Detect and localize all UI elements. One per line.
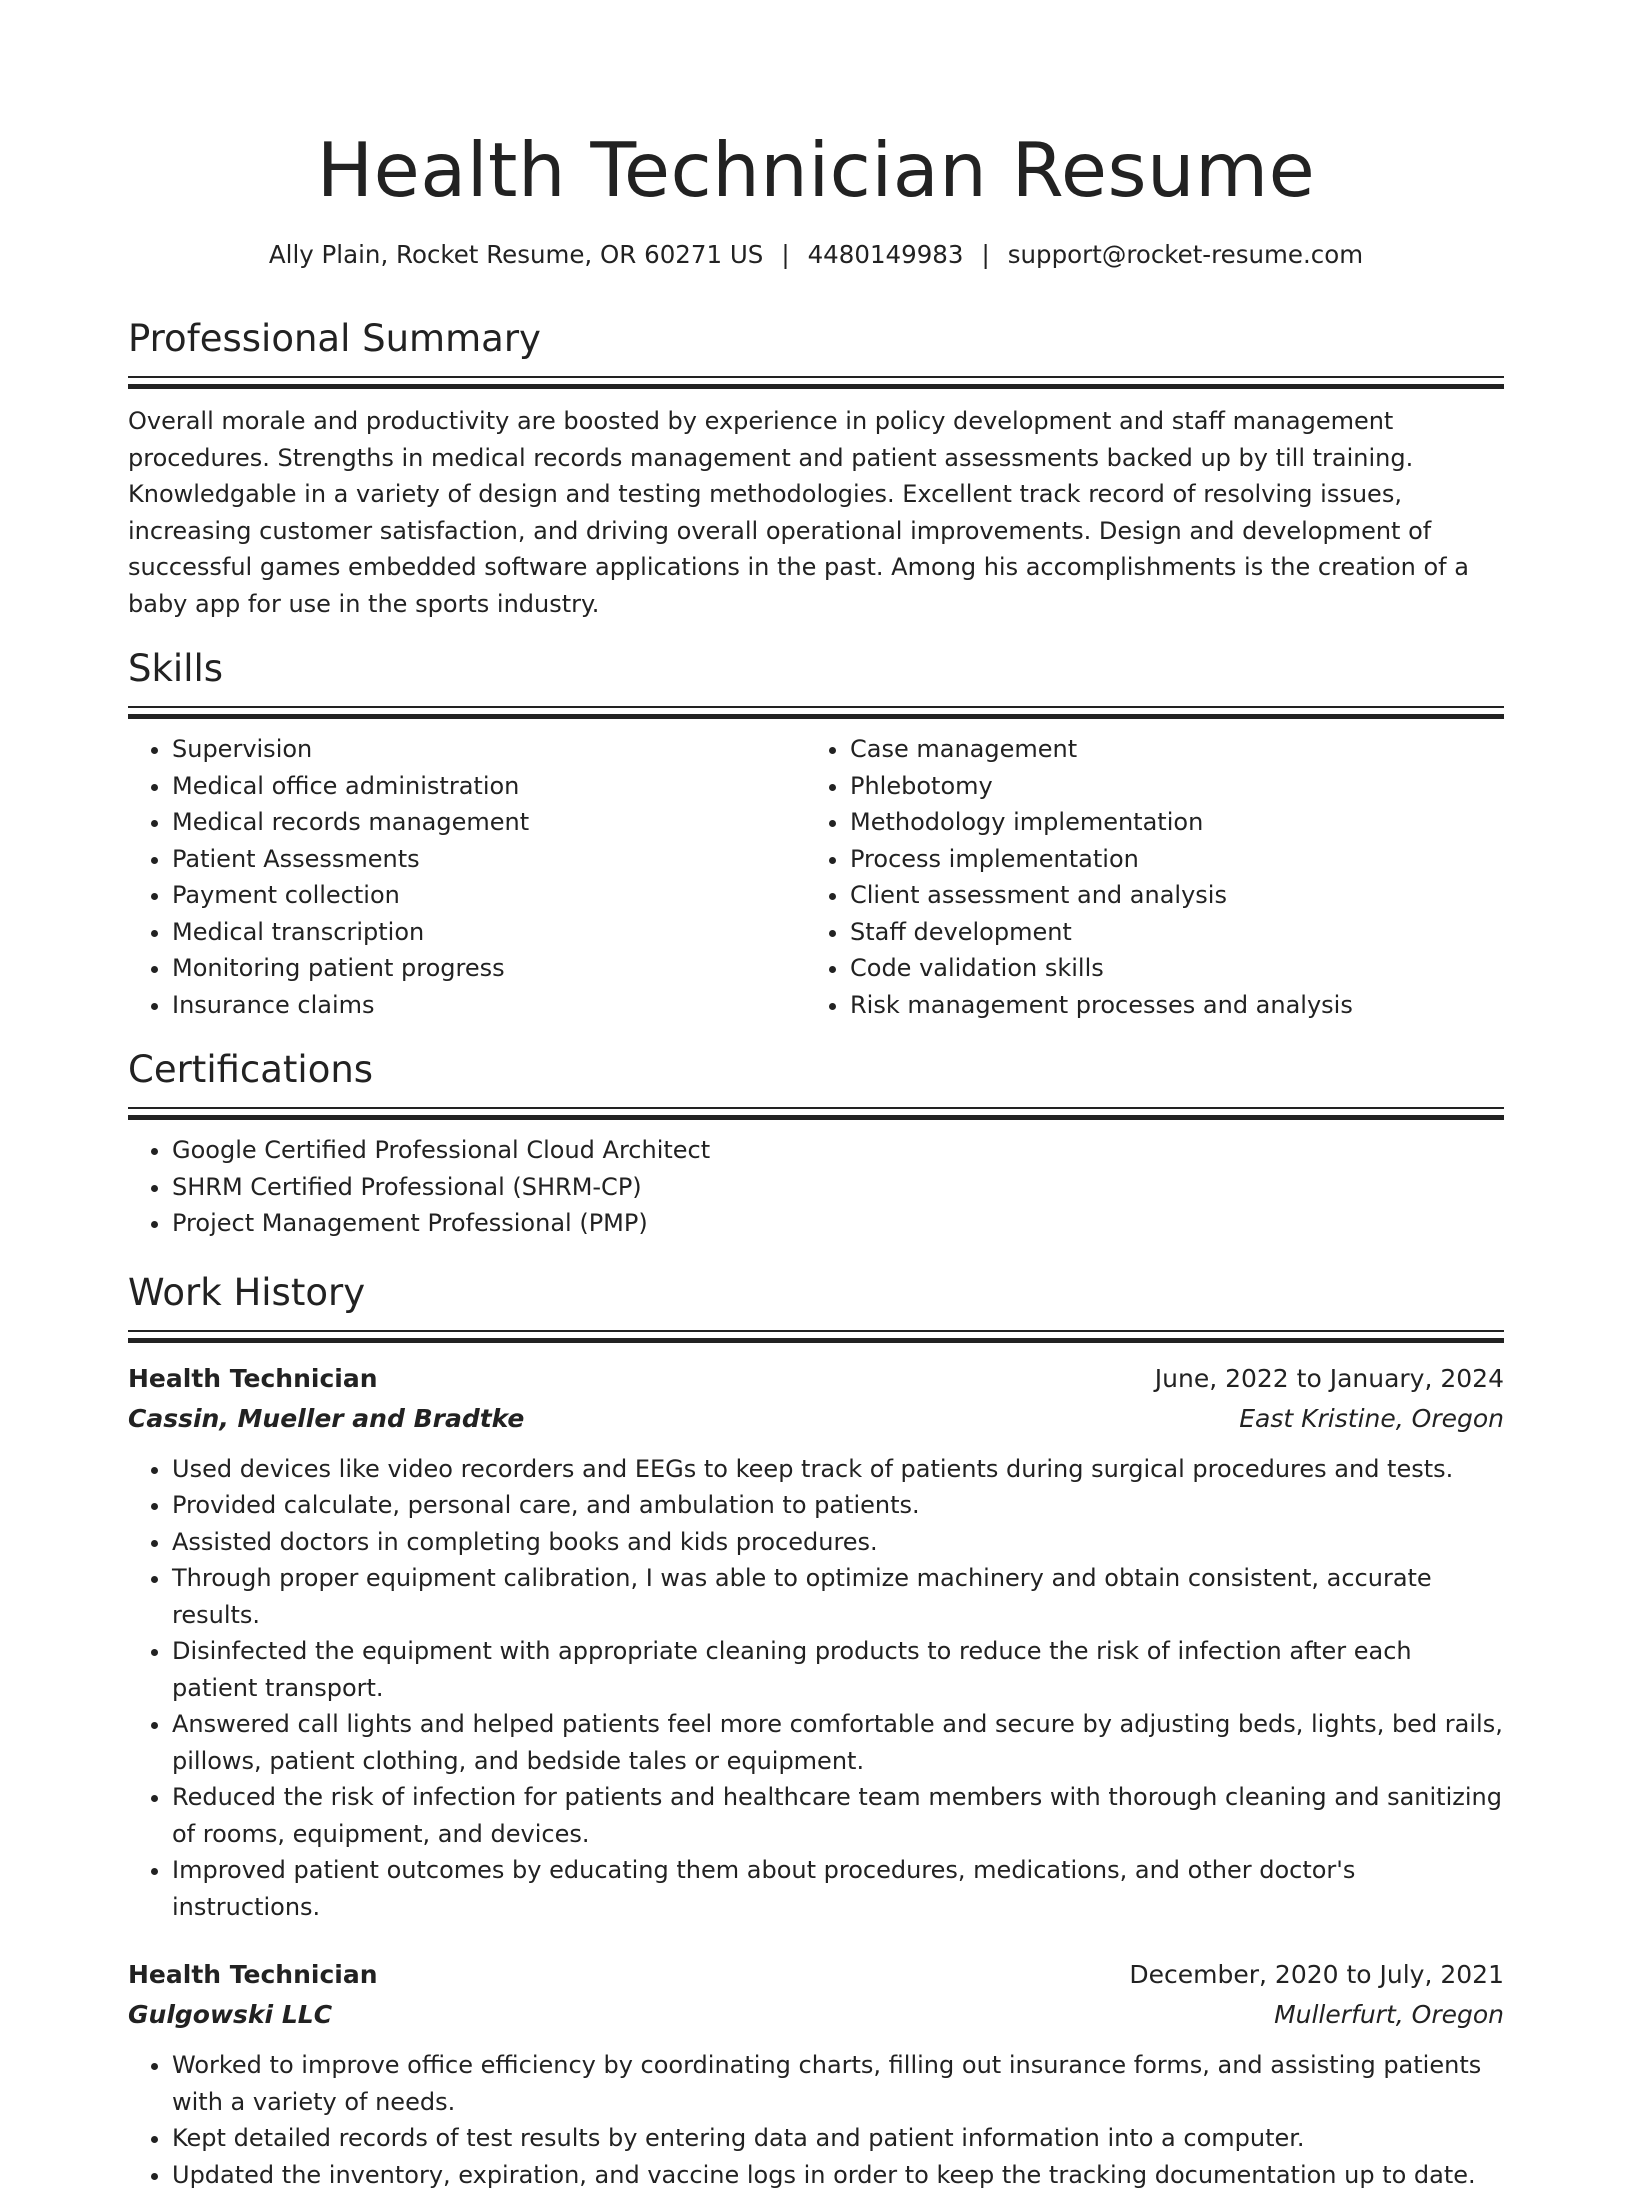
list-item: • Risk management processes and analysis (850, 987, 1484, 1024)
job-company-row (128, 1995, 1504, 2035)
summary-section (128, 314, 1504, 622)
list-item: • Through proper equipment calibration, I was able to optimize machinery and obtain consistent, accurate results. (172, 1560, 1504, 1633)
job-title: Health Technician (128, 1359, 378, 1399)
list-item: • Answered call lights and helped patients feel more comfortable and secure by adjusting beds, lights, bed rails, pillows, patient clothing, and bedside tales or equipment. (172, 1706, 1504, 1779)
job-company: Cassin, Mueller and Bradtke (128, 1399, 524, 1439)
summary-text: Overall morale and productivity are boosted by experience in policy development and staff management procedures. Strengths in medical records management and patient assessments backed up by till training. Knowledgable in a variety of design and testing methodologies. Excellent track record of resolving issues, increasing customer satisfaction, and driving overall operational improvements. Design and development of successful games embedded software applications in the past. Among his accomplishments is the creation of a baby app for use in the sports industry. (128, 403, 1504, 622)
skills-column-left (128, 731, 806, 1023)
list-item: • Process implementation (850, 841, 1484, 878)
contact-phone: 4480149983 (808, 240, 964, 269)
job-company-row (128, 1399, 1504, 1439)
certifications-section (128, 1045, 1504, 1242)
list-item: • Assisted doctors in completing books and kids procedures. (172, 1524, 1504, 1561)
list-item: • Worked to improve office efficiency by coordinating charts, filling out insurance forms, and assisting patients with a variety of needs. (172, 2047, 1504, 2120)
skills-list-right (806, 731, 1484, 1023)
list-item: • Medical office administration (172, 768, 806, 805)
list-item: • Google Certified Professional Cloud Architect (172, 1132, 1504, 1169)
list-item: • Reduced the risk of infection for patients and healthcare team members with thorough cleaning and sanitizing of rooms, equipment, and devices. (172, 1779, 1504, 1852)
list-item: • Updated the inventory, expiration, and vaccine logs in order to keep the tracking documentation up to date. (172, 2157, 1504, 2193)
section-divider (128, 706, 1504, 719)
list-item: • Medical records management (172, 804, 806, 841)
job-entry (128, 1359, 1504, 1926)
job-duties-list (128, 1451, 1504, 1926)
list-item: • Disinfected the equipment with appropriate cleaning products to reduce the risk of infection after each patient transport. (172, 1633, 1504, 1706)
skills-column-right (806, 731, 1484, 1023)
job-company: Gulgowski LLC (128, 1995, 332, 2035)
section-heading-summary: Professional Summary (128, 314, 1504, 364)
job-duties-list (128, 2047, 1504, 2193)
work-history-section (128, 1268, 1504, 2193)
contact-email: support@rocket-resume.com (1008, 240, 1363, 269)
job-header-row (128, 1359, 1504, 1399)
list-item: • Methodology implementation (850, 804, 1484, 841)
list-item: • Staff development (850, 914, 1484, 951)
section-divider (128, 376, 1504, 389)
section-heading-certifications: Certifications (128, 1045, 1504, 1095)
job-location: East Kristine, Oregon (1239, 1399, 1504, 1439)
list-item: • Payment collection (172, 877, 806, 914)
skills-list-left (128, 731, 806, 1023)
list-item: • Patient Assessments (172, 841, 806, 878)
list-item: • Supervision (172, 731, 806, 768)
resume-page (128, 0, 1504, 2193)
list-item: • Used devices like video recorders and EEGs to keep track of patients during surgical procedures and tests. (172, 1451, 1504, 1488)
list-item: • Monitoring patient progress (172, 950, 806, 987)
skills-section (128, 644, 1504, 1023)
list-item: • SHRM Certified Professional (SHRM-CP) (172, 1169, 1504, 1206)
resume-title: Health Technician Resume (128, 0, 1504, 222)
section-heading-skills: Skills (128, 644, 1504, 694)
list-item: • Client assessment and analysis (850, 877, 1484, 914)
list-item: • Code validation skills (850, 950, 1484, 987)
job-dates: December, 2020 to July, 2021 (1129, 1955, 1504, 1995)
job-header-row (128, 1955, 1504, 1995)
list-item: • Case management (850, 731, 1484, 768)
contact-separator: | (763, 238, 807, 272)
list-item: • Project Management Professional (PMP) (172, 1205, 1504, 1242)
section-divider (128, 1107, 1504, 1120)
job-dates: June, 2022 to January, 2024 (1155, 1359, 1504, 1399)
contact-address: Ally Plain, Rocket Resume, OR 60271 US (269, 240, 763, 269)
contact-separator: | (963, 238, 1007, 272)
job-title: Health Technician (128, 1955, 378, 1995)
list-item: • Improved patient outcomes by educating them about procedures, medications, and other doctor's instructions. (172, 1852, 1504, 1925)
list-item: • Insurance claims (172, 987, 806, 1024)
job-entry (128, 1955, 1504, 2193)
list-item: • Kept detailed records of test results by entering data and patient information into a computer. (172, 2120, 1504, 2157)
section-divider (128, 1330, 1504, 1343)
section-heading-work-history: Work History (128, 1268, 1504, 1318)
list-item: • Phlebotomy (850, 768, 1484, 805)
contact-line (128, 238, 1504, 272)
list-item: • Medical transcription (172, 914, 806, 951)
list-item: • Provided calculate, personal care, and ambulation to patients. (172, 1487, 1504, 1524)
skills-columns (128, 731, 1504, 1023)
certifications-list (128, 1132, 1504, 1242)
job-location: Mullerfurt, Oregon (1274, 1995, 1504, 2035)
